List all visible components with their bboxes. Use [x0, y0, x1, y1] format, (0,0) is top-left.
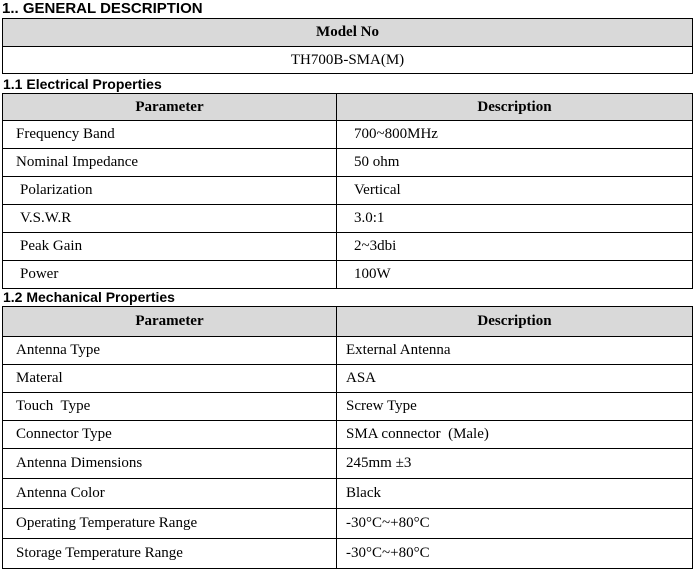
- mechanical-description-header: Description: [337, 307, 693, 337]
- table-row: [3, 509, 693, 539]
- electrical-properties-heading: 1.1 Electrical Properties: [3, 76, 162, 92]
- desc-cell: -30°C~+80°C: [337, 539, 693, 569]
- model-no-header: Model No: [3, 19, 693, 47]
- table-row: [3, 337, 693, 365]
- desc-cell: 700~800MHz: [337, 121, 693, 149]
- table-row: [3, 177, 693, 205]
- model-table: [2, 18, 693, 74]
- table-row: [3, 393, 693, 421]
- desc-cell: 100W: [337, 261, 693, 289]
- desc-cell: 245mm ±3: [337, 449, 693, 479]
- table-row: [3, 479, 693, 509]
- param-cell: Antenna Color: [3, 479, 337, 509]
- mechanical-header-row: [3, 307, 693, 337]
- param-cell: Connector Type: [3, 421, 337, 449]
- table-row: [3, 365, 693, 393]
- table-row: [3, 449, 693, 479]
- model-value-row: [3, 47, 693, 74]
- desc-cell: Screw Type: [337, 393, 693, 421]
- table-row: [3, 121, 693, 149]
- desc-cell: Vertical: [337, 177, 693, 205]
- electrical-table: [2, 93, 693, 289]
- model-header-row: [3, 19, 693, 47]
- param-cell: Frequency Band: [3, 121, 337, 149]
- param-cell: Antenna Dimensions: [3, 449, 337, 479]
- param-cell: V.S.W.R: [3, 205, 337, 233]
- electrical-parameter-header: Parameter: [3, 94, 337, 121]
- table-row: [3, 233, 693, 261]
- mechanical-properties-heading: 1.2 Mechanical Properties: [3, 289, 175, 305]
- param-cell: Touch Type: [3, 393, 337, 421]
- param-cell: Antenna Type: [3, 337, 337, 365]
- table-row: [3, 149, 693, 177]
- model-no-value: TH700B-SMA(M): [3, 47, 693, 74]
- mechanical-parameter-header: Parameter: [3, 307, 337, 337]
- desc-cell: Black: [337, 479, 693, 509]
- param-cell: Polarization: [3, 177, 337, 205]
- desc-cell: 50 ohm: [337, 149, 693, 177]
- table-row: [3, 205, 693, 233]
- param-cell: Operating Temperature Range: [3, 509, 337, 539]
- desc-cell: 2~3dbi: [337, 233, 693, 261]
- table-row: [3, 261, 693, 289]
- general-description-heading: 1.. GENERAL DESCRIPTION: [2, 0, 203, 17]
- desc-cell: External Antenna: [337, 337, 693, 365]
- desc-cell: -30°C~+80°C: [337, 509, 693, 539]
- table-row: [3, 539, 693, 569]
- param-cell: Power: [3, 261, 337, 289]
- desc-cell: 3.0:1: [337, 205, 693, 233]
- table-row: [3, 421, 693, 449]
- param-cell: Materal: [3, 365, 337, 393]
- desc-cell: SMA connector (Male): [337, 421, 693, 449]
- mechanical-table: [2, 306, 693, 569]
- param-cell: Nominal Impedance: [3, 149, 337, 177]
- param-cell: Storage Temperature Range: [3, 539, 337, 569]
- electrical-description-header: Description: [337, 94, 693, 121]
- param-cell: Peak Gain: [3, 233, 337, 261]
- desc-cell: ASA: [337, 365, 693, 393]
- electrical-header-row: [3, 94, 693, 121]
